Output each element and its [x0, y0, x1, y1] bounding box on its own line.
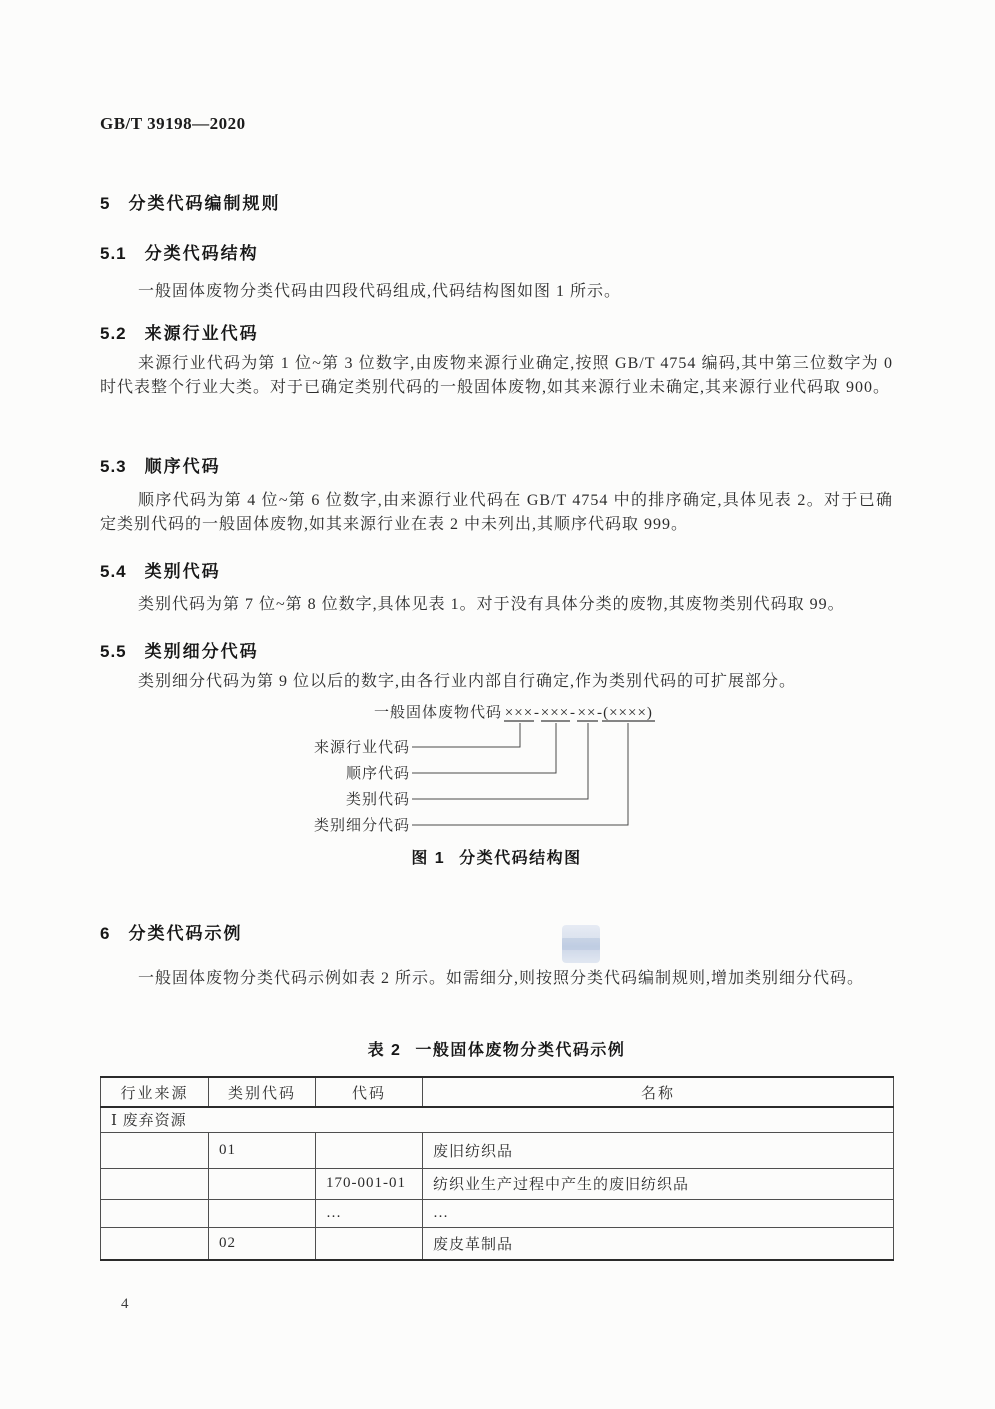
section-5-4-heading: [100, 557, 893, 582]
figure-1-code-structure: [100, 698, 893, 846]
section-5-3-heading: [100, 452, 893, 477]
page-number: 4: [121, 1296, 129, 1312]
figure-1-caption: [100, 845, 893, 868]
figure-caption-title: 分类代码结构图: [459, 850, 582, 867]
figure-code-group-4: (××××): [603, 705, 653, 721]
heading-title: 分类代码结构: [144, 244, 259, 263]
cell-code: [316, 1132, 423, 1168]
section-row-label: Ⅰ 废弃资源: [101, 1107, 894, 1132]
paragraph-5-1: 一般固体废物分类代码由四段代码组成,代码结构图如图 1 所示。: [138, 283, 622, 300]
table-2-caption: [100, 1037, 893, 1060]
cell-category: [209, 1168, 316, 1199]
heading-title: 顺序代码: [144, 457, 221, 476]
table-2: [100, 1076, 894, 1261]
section-6-heading: [100, 919, 893, 944]
doc-number: GB/T 39198—2020: [100, 114, 246, 133]
figure-code-separator: -: [597, 705, 603, 721]
figure-code-group-2: ×××: [540, 705, 570, 721]
column-header-industry-source: 行业来源: [101, 1077, 209, 1107]
section-5-heading: [100, 189, 893, 214]
table-caption-number: 表 2: [367, 1042, 402, 1059]
heading-title: 类别代码: [144, 562, 221, 581]
paragraph-5-3: 顺序代码为第 4 位~第 6 位数字,由来源行业代码在 GB/T 4754 中的排序确定,具体见表 2。对于已确定类别代码的一般固体废物,如其来源行业在表 2 中未列出,其顺序代码取 999。: [100, 492, 893, 533]
figure-label-category-code: 类别代码: [345, 792, 410, 808]
heading-title: 来源行业代码: [144, 324, 259, 343]
table-row: [101, 1227, 894, 1260]
watermark-band: [562, 938, 600, 950]
column-header-name: 名称: [423, 1077, 894, 1107]
watermark-logo: [562, 925, 600, 963]
cell-name: 废皮革制品: [423, 1227, 894, 1260]
section-5-5-heading: [100, 637, 893, 662]
heading-title: 分类代码示例: [128, 924, 243, 943]
heading-number: 5.5: [100, 642, 127, 661]
figure-code-separator: -: [534, 705, 540, 721]
cell-industry: [101, 1227, 209, 1260]
cell-industry: [101, 1132, 209, 1168]
table-row: [101, 1168, 894, 1199]
heading-title: 类别细分代码: [144, 642, 259, 661]
heading-number: 5.1: [100, 244, 127, 263]
figure-label-sequence-code: 顺序代码: [345, 766, 410, 782]
column-header-category-code: 类别代码: [209, 1077, 316, 1107]
paragraph-5-5: 类别细分代码为第 9 位以后的数字,由各行业内部自行确定,作为类别代码的可扩展部分。: [138, 673, 797, 690]
figure-label-subcategory-code: 类别细分代码: [313, 818, 410, 834]
paragraph-5-2: 来源行业代码为第 1 位~第 3 位数字,由废物来源行业确定,按照 GB/T 4754 编码,其中第三位数字为 0 时代表整个行业大类。对于已确定类别代码的一般固体废物,如其来源行业未确定,其来源行业代码取 900。: [100, 355, 893, 396]
heading-number: 5.4: [100, 562, 127, 581]
cell-code: 170-001-01: [316, 1168, 423, 1199]
cell-industry: [101, 1199, 209, 1227]
figure-code-group-3: ××: [577, 705, 597, 721]
cell-code: [316, 1227, 423, 1260]
heading-number: 5: [100, 194, 111, 213]
cell-industry: [101, 1168, 209, 1199]
figure-code-separator: -: [570, 705, 576, 721]
figure-label-industry-source-code: 来源行业代码: [313, 740, 410, 756]
cell-name: 废旧纺织品: [423, 1132, 894, 1168]
heading-title: 分类代码编制规则: [128, 194, 281, 213]
heading-number: 5.3: [100, 457, 127, 476]
figure-caption-number: 图 1: [411, 850, 446, 867]
section-5-2-heading: [100, 319, 893, 344]
cell-code: …: [316, 1199, 423, 1227]
table-row: [101, 1199, 894, 1227]
table-header-row: [101, 1077, 894, 1107]
cell-category: [209, 1199, 316, 1227]
figure-code-prefix: 一般固体废物代码: [373, 705, 502, 721]
heading-number: 6: [100, 924, 111, 943]
table-row: [101, 1132, 894, 1168]
paragraph-6: 一般固体废物分类代码示例如表 2 所示。如需细分,则按照分类代码编制规则,增加类别细分代码。: [138, 970, 865, 987]
cell-name: …: [423, 1199, 894, 1227]
cell-category: 01: [209, 1132, 316, 1168]
table-caption-title: 一般固体废物分类代码示例: [415, 1042, 626, 1059]
figure-connector-lines: [412, 723, 628, 825]
heading-number: 5.2: [100, 324, 127, 343]
cell-category: 02: [209, 1227, 316, 1260]
column-header-code: 代码: [316, 1077, 423, 1107]
table-section-row: [101, 1107, 894, 1132]
figure-code-group-1: ×××: [504, 705, 534, 721]
paragraph-5-4: 类别代码为第 7 位~第 8 位数字,具体见表 1。对于没有具体分类的废物,其废物类别代码取 99。: [138, 596, 845, 613]
cell-name: 纺织业生产过程中产生的废旧纺织品: [423, 1168, 894, 1199]
section-5-1-heading: [100, 239, 893, 264]
